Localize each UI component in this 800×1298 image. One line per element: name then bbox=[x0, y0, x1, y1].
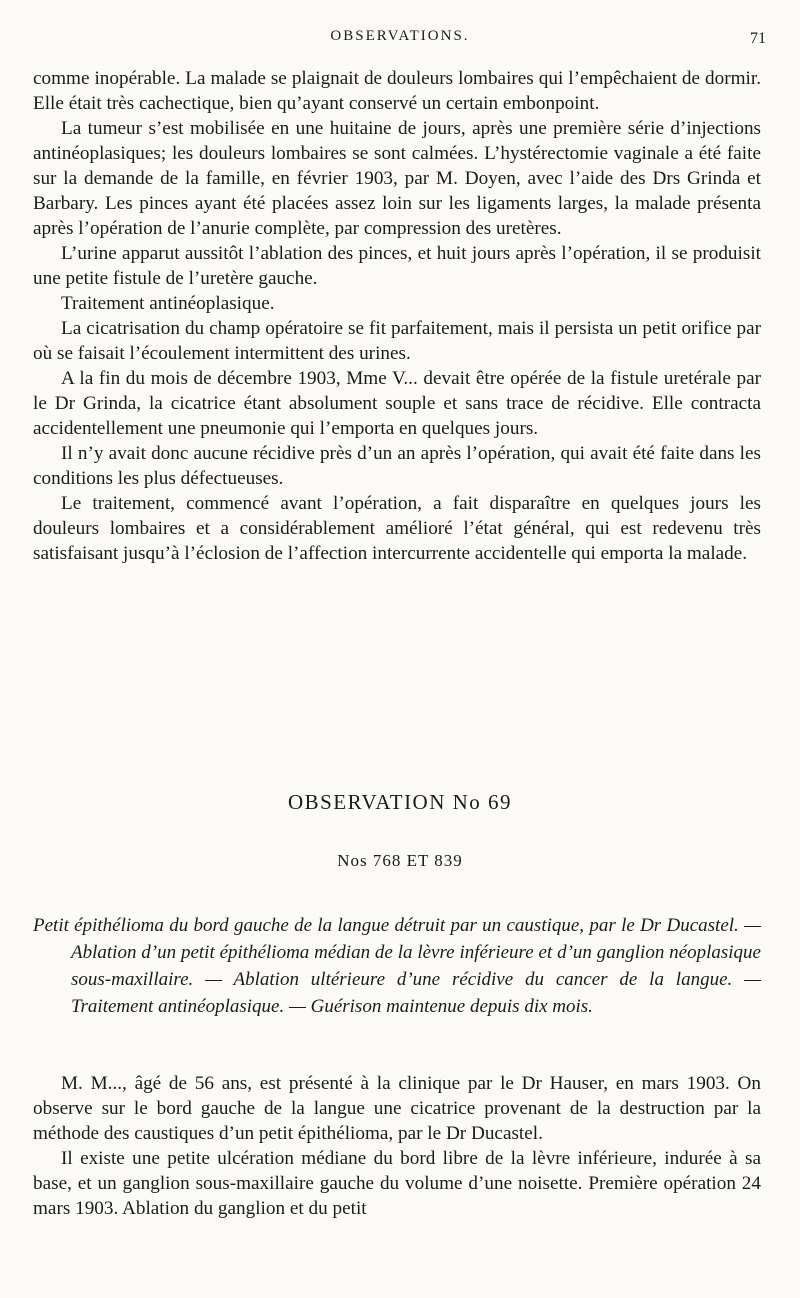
paragraph: La tumeur s’est mobilisée en une huitaine de jours, après une première série d’injections antinéoplasiques; les douleurs lombaires se sont calmées. L’hystérectomie vaginale a été faite sur la demande de la famille, en février 1903, par M. Doyen, avec l’aide des Drs Grinda et Barbary. Les pinces ayant été placées assez loin sur les ligaments larges, la malade présenta après l’opération de l’anurie complète, par compression des uretères. bbox=[33, 118, 761, 239]
observation-heading: OBSERVATION No 69 bbox=[287, 790, 513, 814]
continued-observation-text bbox=[33, 66, 761, 566]
paragraph: Le traitement, commencé avant l’opération, a fait disparaître en quelques jours les douleurs lombaires et a considérablement amélioré l’état général, qui est redevenu très satisfaisant jusqu’à l’éclosion de l’affection intercurrente accidentelle qui emporta la malade. bbox=[33, 493, 761, 564]
paragraph: L’urine apparut aussitôt l’ablation des pinces, et huit jours après l’opération, il se produisit une petite fistule de l’uretère gauche. bbox=[33, 243, 761, 289]
paragraph: A la fin du mois de décembre 1903, Mme V... devait être opérée de la fistule uretérale par le Dr Grinda, la cicatrice étant absolument souple et sans trace de récidive. Elle contracta accidentellement une pneumonie qui l’emporta en quelques jours. bbox=[33, 368, 761, 439]
observation-numbers: Nos 768 ET 839 bbox=[337, 851, 463, 870]
paragraph: Il n’y avait donc aucune récidive près d’un an après l’opération, qui avait été faite dans les conditions les plus défectueuses. bbox=[33, 443, 761, 489]
page-header bbox=[0, 28, 800, 50]
page-number: 71 bbox=[750, 30, 766, 47]
paragraph: comme inopérable. La malade se plaignait de douleurs lombaires qui l’empêchaient de dormir. Elle était très cachectique, bien qu’ayant conservé un certain embonpoint. bbox=[33, 68, 761, 114]
running-title: OBSERVATIONS. bbox=[330, 28, 470, 44]
observation-text bbox=[33, 1071, 761, 1221]
paragraph: M. M..., âgé de 56 ans, est présenté à la clinique par le Dr Hauser, en mars 1903. On observe sur le bord gauche de la langue une cicatrice provenant de la destruction par la méthode des caustiques d’un petit épithélioma, par le Dr Ducastel. bbox=[33, 1073, 761, 1144]
paragraph: Traitement antinéoplasique. bbox=[61, 293, 275, 314]
paragraph: La cicatrisation du champ opératoire se fit parfaitement, mais il persista un petit orifice par où se faisait l’écoulement intermittent des urines. bbox=[33, 318, 761, 364]
paragraph: Il existe une petite ulcération médiane du bord libre de la lèvre inférieure, indurée à sa base, et un ganglion sous-maxillaire gauche du volume d’une noisette. Première opération 24 mars 1903. Ablation du ganglion et du petit bbox=[33, 1148, 761, 1219]
observation-summary: Petit épithélioma du bord gauche de la langue détruit par un caustique, par le Dr Ducastel. — Ablation d’un petit épithélioma médian de la lèvre inférieure et d’un ganglion néoplasique sous-maxillaire. — Ablation ultérieure d’une récidive du cancer de la langue. — Traitement antinéoplasique. — Guérison maintenue depuis dix mois. bbox=[33, 915, 761, 1017]
